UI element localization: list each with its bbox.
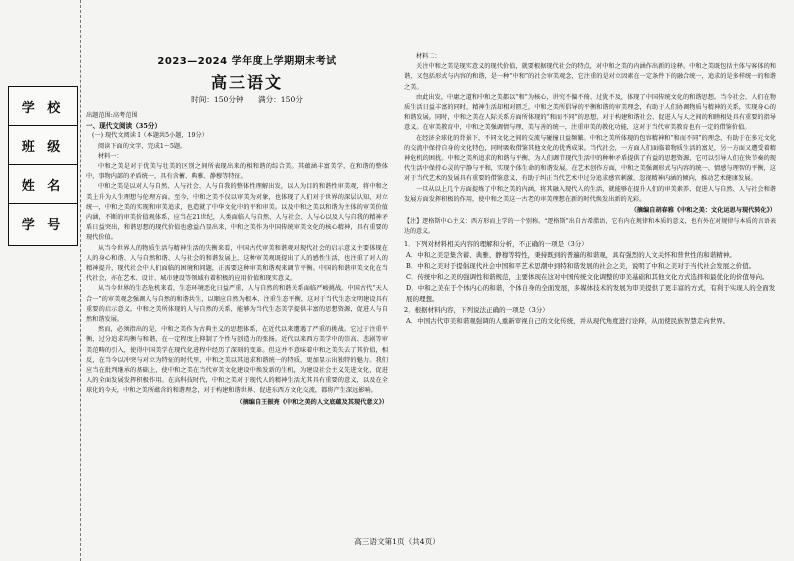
- exam-scope: 出题范围:高考范围: [86, 112, 138, 119]
- exam-score: 满分：150分: [258, 95, 303, 104]
- material-one-source: （摘编自王振亮《中和之美的人文底蕴及其现代意义》）: [236, 398, 388, 406]
- right-column: [404, 52, 776, 327]
- question-2-option-a: A．中国古代审美和谐观强调的人重新审视自己的文化传统，并从现代角度进行诠释，从而使民族智慧走向世界。: [406, 317, 730, 326]
- subject-title: 高三语文: [210, 73, 283, 92]
- material-one-label: 材料一：: [98, 152, 123, 160]
- passage-paragraph: 在经济全球化的背景下，不同文化之间的交流与碰撞日益频繁。中和之美所体现的包容精神和“和而不同”的理念，有助于在多元文化的交流中保持自身的文化特色，同时吸收借鉴其他文化的优秀成果。当代社会，一方面人们面临着物质生活的富足，另一方面又遭受着精神危机的困扰。中和之美所追求的和谐与平衡，为人们调节现代生活中的种种矛盾提供了有益的思想资源，它可以引导人们在快节奏的现代生活中保持心灵的宁静与平和，实现个体生命的和谐发展。在艺术创作方面，中和之美强调形式与内容的统一、情感与理智的平衡，这对于当代艺术的发展具有重要的借鉴意义，有助于纠正当代艺术中过分追求感官刺激、忽视精神内涵的倾向，推动艺术健康发展。: [404, 134, 776, 183]
- page-footer: 高三语文第1页（共4页）: [354, 537, 440, 546]
- exam-time: 时间：150分钟: [191, 95, 244, 104]
- passage-paragraph: 中和之美是对于优美与壮美的区别之间所表现出来的相和谐的综合美。其蕴涵丰富美学，在和谐的整体中，事物内部的矛盾统一，具有含蓄、典雅、静穆等特征。: [86, 163, 388, 181]
- passage-paragraph: 中和之美是以对人与自然、人与社会、人与自我的整体性理解出发，以人为目的和谐性审美观，将中和之美上升为人生理想与伦理方面。至今，中和之美不仅以审美为对象，也体现了人们对于世界的深层认知，对立统一，中和之美的实现和审美追求，也造就了中华文化中的平和审美。以及中和之美以和谐为主体的审美价值内涵，不断的审美价值观体系，应当在21世纪，人类面临人与自然、人与社会、人与心以及人与自我的精神矛盾日益突出，和谐思想的现代价值也愈益凸显出来，中和之美作为中国传统审美文化的核心精神，具有重要的现代价值。: [86, 183, 388, 242]
- binding-field-student-id: 学 号: [21, 217, 65, 233]
- binding-strip: [8, 86, 78, 246]
- exam-meta: [106, 94, 388, 105]
- binding-field-class: 班 级: [9, 126, 77, 165]
- question-2: 2．根据材料内容，下列说法正确的一项是（3分）: [404, 306, 549, 315]
- subsection-heading: (一) 现代文阅读 Ⅰ（本题共5小题，19分）: [92, 132, 208, 140]
- binding-field-school: 学 校: [9, 87, 77, 126]
- passage-paragraph: 一旦从以上几个方面提炼了中和之美的内涵，将其融入现代人的生活，就能够在提升人们的审美素养、促进人与自然、人与社会和谐发展方面发挥积极的作用，使中和之美这一古老的审美理想在新的时代焕发出新的光彩。: [404, 185, 776, 203]
- passage-paragraph: 从当今世界的生态危机来看，生态环境恶化日益严重，人与自然的和谐关系面临严峻挑战。中国古代“天人合一”的审美观念强调人与自然的和谐共生，以顺应自然为根本，注重生态平衡，这对于当代生态文明建设具有重要的启示意义。中和之美所体现的人与自然的关系，能够为当代生态美学提供丰富的思想资源，促进人与自然和谐发展。: [86, 285, 388, 324]
- passage-paragraph: 关注中和之美是现实意义的现代价值，就要根据现代社会的特点，对中和之美的内涵作出新的诠释。中和之美既包括主体与客体的和谐，又包括形式与内容的和谐，是一种“中和”的社会审美观念，它注重的是对立因素在一定条件下的融合统一，追求的是多样统一的和谐之美。: [404, 63, 776, 91]
- exam-title: 2023—2024 学年度上学期期末考试: [157, 56, 337, 67]
- passage-paragraph: 从当今世界人的物质生活与精神生活的失衡来看，中国古代审美和谐观对现代社会的启示意义主要体现在人的身心和谐、人与自然和谐、人与社会的和谐发展上，这种审美观既提出了人的感性生活，也注重了对人的精神提升，现代社会中人们面临的困境和问题，正需要这种审美和谐观来调节平衡。中国的和谐审美文化在当代社会，亦在艺术、设计、城市建设等领域有着积极的应用价值和现实意义。: [86, 244, 388, 283]
- binding-field-name: 姓 名: [9, 165, 77, 204]
- passage-paragraph: 由此出发，中庸之道和中和之美都以“和”为核心，讲究不偏不倚、过犹不及，体现了中国传统文化的和谐思想。当今社会，人们在物质生活日益丰富的同时，精神生活却相对匮乏，中和之美所倡导的平衡和谐的审美理念，有助于人们协调物质与精神的关系，实现身心的和谐发展。同时，中和之美在人际关系方面所体现的“和而不同”的思想，对于构建和谐社会、促进人与人之间的和睦相处具有重要的指导意义。在审美教育中，中和之美强调情与理、美与善的统一，注重审美的教化功能，这对于当代审美教育也有一定的借鉴价值。: [404, 93, 776, 132]
- question-1: 1．下列对材料相关内容的理解和分析，不正确的一项是（3分）: [404, 240, 588, 249]
- seal-line: [80, 0, 81, 561]
- question-1-option-d: D．中和之美在于个体内心的和谐，个体自身的全面发展，多媒体技术的发展为审美提供了更丰富的方式，有利于实现人的全面发展的理想。: [406, 284, 776, 304]
- question-1-option-a: A．中和之美是集含蓄、典雅、静穆等特性，秉持既到的普遍的和谐观，具有强烈的人文关怀和普世性的和谐精神。: [406, 251, 736, 260]
- footnote: 【注】逻格斯中心主义：西方形而上学的一个别称。“逻格斯”出自古希腊语，它有内在规律和本质的意义，也有外在对规律与本质的言语表达的意义。: [404, 218, 776, 236]
- question-1-option-c: C．传统中和之美的强调性和谐规范，主要体现在这对中国传统文化调整的审美基础和其他文化方式选择和最优化的价值导向。: [406, 273, 769, 282]
- material-two-source: （摘编自胡春雅《中和之美：文化运思与现代转化》）: [630, 207, 776, 215]
- material-two-label: 材料二：: [416, 53, 441, 60]
- question-1-option-b: B．中和之美对于提倡现代社会中国和平艺术思潮中到特和谐发展的社会之美，说明了中和之美对于当代社会发展之价值。: [406, 262, 756, 271]
- section-heading: 一、现代文阅读（35分）: [86, 122, 162, 131]
- passage-paragraph: 然而，必须指出的是，中和之美作为古典主义的思想体系，在近代以来遭遇了严重的挑战。它过于注重平衡，过分追求均衡与和谐，在一定程度上抑制了个性与创造力的张扬。近代以来西方美学中的崇高、悲剧等审美范畴的引入，使得中国美学在现代化进程中经历了深刻的变革。但这并不意味着中和之美失去了其价值，相反，在当今以冲突与对立为特征的时代里，中和之美以其追求和谐统一的特质，更加显示出独特的魅力。我们应当在批判继承的基础上，使中和之美在当代审美文化建设中焕发新的生机，为建设社会主义先进文化，促进人的全面发展发挥积极作用。在高科技时代，中和之美对于现代人的精神生活尤其具有重要的意义，以及在全球化的今天，中和之美所蕴含的和谐理念，对于构建和谐世界、促进东西方文化交流，都将产生深远影响。: [86, 326, 388, 395]
- reading-instruction: 阅读下面的文字，完成1～5题。: [98, 142, 187, 150]
- left-column: [86, 52, 388, 409]
